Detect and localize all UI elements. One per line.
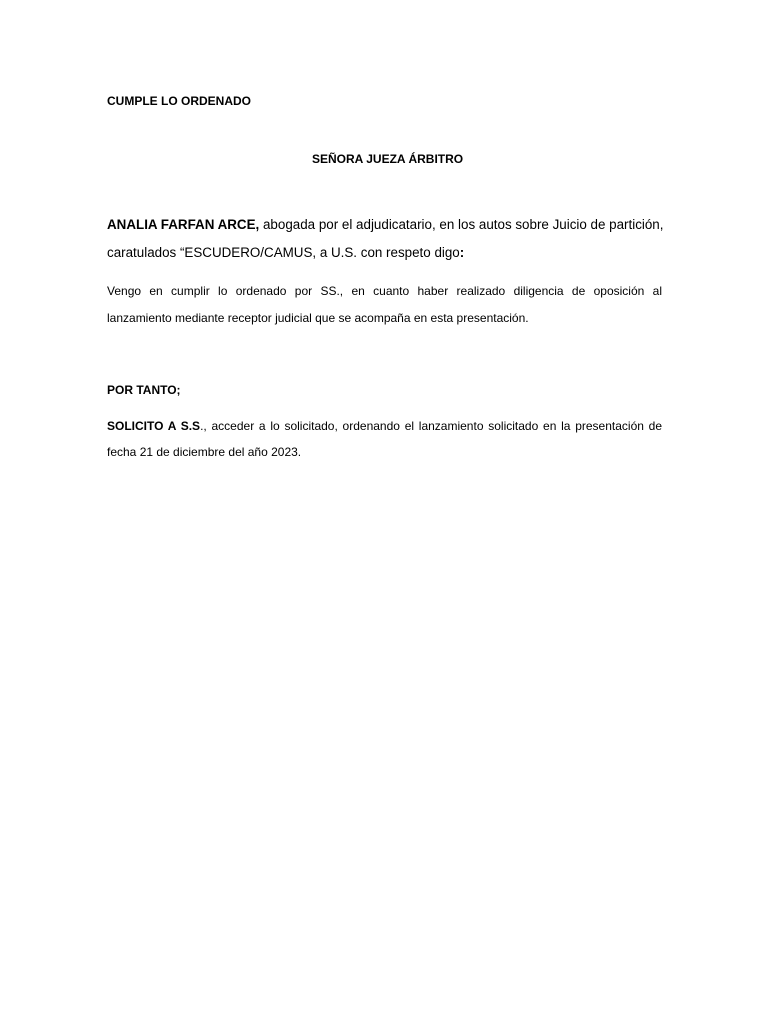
petition-line-2: fecha 21 de diciembre del año 2023. — [107, 445, 302, 459]
petition-line-1-text: ., acceder a lo solicitado, ordenando el lanzamiento solicitado en la presentación de — [200, 419, 663, 433]
addressee-line: SEÑORA JUEZA ÁRBITRO — [312, 152, 464, 166]
intro-line-1 — [107, 216, 662, 234]
intro-line-1-text: abogada por el adjudicatario, en los autos sobre Juicio de partición, — [259, 217, 664, 232]
petition-line-1 — [107, 418, 662, 434]
document-heading: CUMPLE LO ORDENADO — [107, 94, 251, 108]
intro-line-2 — [107, 244, 662, 262]
petition-label: SOLICITO A S.S — [107, 419, 201, 433]
closing-label: POR TANTO; — [107, 383, 181, 397]
body-paragraph-line-1: Vengo en cumplir lo ordenado por SS., en cuanto haber realizado diligencia de oposición al — [107, 284, 662, 298]
lawyer-name: ANALIA FARFAN ARCE, — [107, 217, 260, 232]
intro-line-2-colon: : — [459, 245, 465, 260]
intro-line-2-text: caratulados “ESCUDERO/CAMUS, a U.S. con respeto digo — [107, 245, 460, 260]
body-paragraph-line-2: lanzamiento mediante receptor judicial que se acompaña en esta presentación. — [107, 311, 529, 325]
